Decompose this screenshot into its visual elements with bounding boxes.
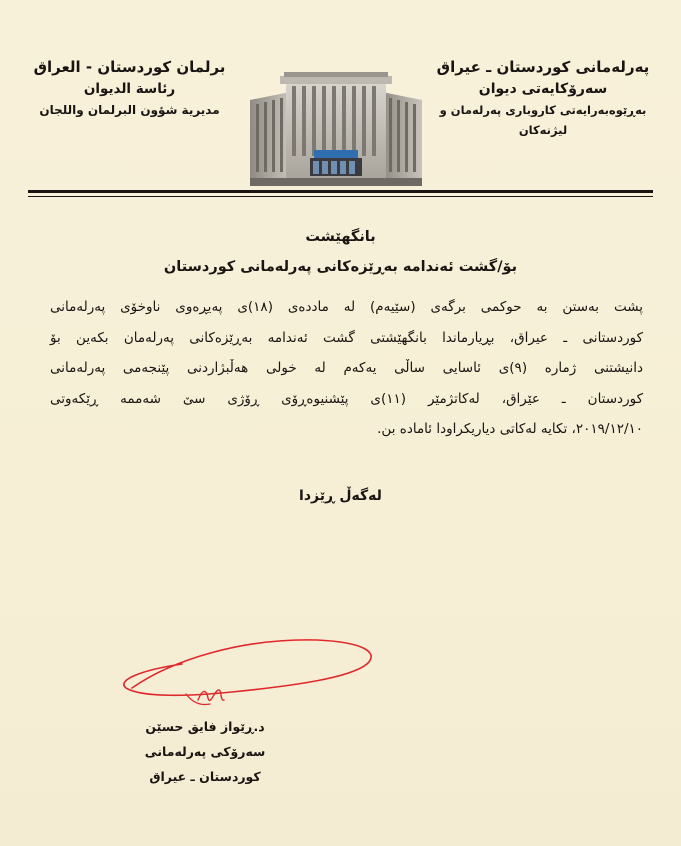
body-line-3: دانیشتنی ژمارە (٩)ی ئاسایی ساڵی یەکەم لە خولی هەڵبژاردنی پێنجەمی پەرلەمانی xyxy=(50,360,643,376)
parliament-building-icon xyxy=(250,70,422,186)
header-kurdish xyxy=(423,56,663,140)
document-title: بانگهێشت xyxy=(305,229,376,245)
header-kurdish-line3: بەڕێوەبەرایەتی کاروباری پەرلەمان و لیژنەکان xyxy=(439,103,647,137)
signature-scribble xyxy=(112,630,392,720)
body-line-4: کوردستان ـ عێراق، لەکاتژمێر (١١)ی پێشنیوەڕۆی ڕۆژی سێ شەممە ڕێکەوتی xyxy=(50,390,643,407)
header-kurdish-line2: سەرۆکایەتی دیوان xyxy=(478,81,608,97)
header-divider-thick xyxy=(28,190,653,193)
header-arabic-line2: رئاسة الديوان xyxy=(83,81,176,97)
signatory-org: کوردستان ـ عیراق xyxy=(149,769,261,784)
body-line-5: ٢٠١٩/١٢/١٠، تکایە لەکاتی دیاریکراودا ئامادە بن. xyxy=(377,421,643,437)
body-line-2: کوردستانی ـ عیراق، بڕیارماندا بانگهێشتی گشت ئەندامە بەڕێزەکانی پەرلەمان بکەین بۆ xyxy=(50,329,643,346)
header-arabic xyxy=(22,56,237,120)
header-arabic-line1: برلمان كوردستان - العراق xyxy=(33,58,226,76)
header-arabic-line3: مديرية شؤون البرلمان واللجان xyxy=(39,103,220,117)
closing-phrase: لەگەڵ ڕێزدا xyxy=(299,488,382,504)
document-subtitle: بۆ/گشت ئەندامە بەڕێزەکانی پەرلەمانی کوردستان xyxy=(163,259,518,275)
header-divider-thin xyxy=(28,196,653,197)
header-kurdish-line1: پەرلەمانی کوردستان ـ عیراق xyxy=(436,58,650,76)
signature-block xyxy=(130,714,280,789)
signatory-name: د.ڕێواز فایق حسێن xyxy=(145,719,265,734)
body-line-1: پشت بەستن بە حوكمی برگەی (سێیەم) لە ماددەی (١٨)ی پەیڕەوی ناوخۆی پەرلەمانی xyxy=(50,299,643,315)
document-body xyxy=(50,292,643,445)
signatory-role: سەرۆکی پەرلەمانی xyxy=(144,744,266,759)
